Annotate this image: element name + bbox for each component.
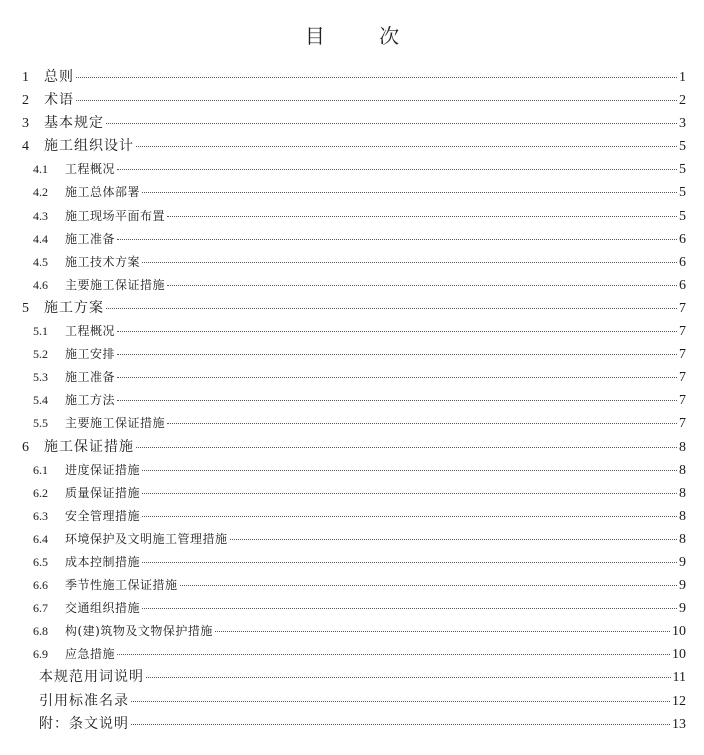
toc-entry-label: 施工技术方案: [65, 254, 141, 269]
toc-entry-section[interactable]: [0, 158, 704, 181]
toc-entry-section[interactable]: [0, 343, 704, 366]
toc-entry-number: 5: [22, 300, 29, 316]
toc-entry-page-number: 1: [679, 70, 686, 85]
toc-entry-number: 5.1: [33, 324, 48, 339]
dot-leader: [180, 585, 677, 586]
toc-entry-page-number: 5: [679, 208, 686, 224]
toc-entry-chapter[interactable]: [0, 89, 704, 112]
toc-entry-label: 引用标准名录: [39, 692, 129, 709]
toc-entry-section[interactable]: [0, 320, 704, 343]
toc-entry-label: 应急措施: [65, 647, 116, 662]
dot-leader: [117, 169, 677, 170]
toc-entry-section[interactable]: [0, 181, 704, 204]
toc-entry-section[interactable]: [0, 643, 704, 666]
toc-entry-appendix[interactable]: [0, 690, 704, 713]
toc-entry-label: 安全管理措施: [65, 508, 141, 523]
toc-entry-section[interactable]: [0, 251, 704, 274]
toc-entry-number: 4.6: [33, 277, 48, 292]
dot-leader: [215, 631, 670, 632]
toc-entry-label: 构(建)筑物及文物保护措施: [65, 624, 213, 639]
toc-entry-page-number: 5: [679, 162, 686, 178]
toc-entry-page-number: 7: [679, 324, 686, 340]
toc-entry-number: 6.7: [33, 601, 48, 616]
toc-entry-section[interactable]: [0, 228, 704, 251]
toc-entry-number: 6.5: [33, 554, 48, 569]
toc-entry-page-number: 10: [672, 647, 686, 663]
dot-leader: [146, 677, 671, 678]
dot-leader: [230, 539, 677, 540]
dot-leader: [142, 470, 677, 471]
toc-entry-number: 5.3: [33, 370, 48, 385]
toc-entry-page-number: 5: [679, 185, 686, 201]
toc-entry-page-number: 7: [679, 370, 686, 386]
toc-entry-label: 施工方案: [44, 299, 104, 316]
toc-title: 目 次: [304, 24, 424, 48]
toc-entry-section[interactable]: [0, 574, 704, 597]
toc-entry-section[interactable]: [0, 620, 704, 643]
dot-leader: [142, 562, 677, 563]
toc-entry-section[interactable]: [0, 505, 704, 528]
toc-entry-number: 6.9: [33, 647, 48, 662]
toc-entry-label: 施工保证措施: [44, 438, 134, 455]
dot-leader: [106, 308, 677, 309]
toc-entry-label: 施工方法: [65, 393, 116, 408]
toc-entry-label: 环境保护及文明施工管理措施: [65, 531, 228, 546]
dot-leader: [167, 285, 677, 286]
toc-entry-page-number: 7: [679, 416, 686, 432]
dot-leader: [136, 146, 677, 147]
toc-entry-label: 施工准备: [65, 231, 116, 246]
dot-leader: [117, 654, 670, 655]
toc-entry-label: 术语: [44, 92, 74, 109]
toc-entry-section[interactable]: [0, 389, 704, 412]
toc-entry-page-number: 13: [672, 716, 686, 732]
dot-leader: [142, 608, 677, 609]
toc-entry-label: 工程概况: [65, 162, 116, 177]
toc-entry-chapter[interactable]: [0, 112, 704, 135]
dot-leader: [142, 493, 677, 494]
toc-entry-number: 2: [22, 93, 29, 109]
toc-entry-section[interactable]: [0, 459, 704, 482]
toc-entry-number: 4.3: [33, 208, 48, 223]
toc-entry-label: 进度保证措施: [65, 462, 141, 477]
toc-entry-number: 4.1: [33, 162, 48, 177]
toc-entry-chapter[interactable]: [0, 297, 704, 320]
toc-entry-label: 交通组织措施: [65, 601, 141, 616]
toc-entry-number: 6.8: [33, 624, 48, 639]
toc-entry-label: 主要施工保证措施: [65, 416, 166, 431]
toc-entry-page-number: 9: [679, 578, 686, 594]
toc-entry-section[interactable]: [0, 412, 704, 435]
toc-entry-number: 6.4: [33, 531, 48, 546]
toc-entry-label: 总则: [44, 69, 74, 85]
toc-entry-label: 主要施工保证措施: [65, 277, 166, 292]
toc-entry-appendix[interactable]: [0, 666, 704, 689]
toc-entry-page-number: 8: [679, 508, 686, 524]
toc-entry-chapter[interactable]: [0, 436, 704, 459]
toc-entry-label: 成本控制措施: [65, 554, 141, 569]
toc-entry-page-number: 7: [679, 347, 686, 363]
toc-entry-appendix[interactable]: [0, 713, 704, 736]
dot-leader: [106, 123, 677, 124]
toc-entry-page-number: 7: [679, 393, 686, 409]
toc-entry-page-number: 6: [679, 254, 686, 270]
dot-leader: [117, 377, 677, 378]
toc-entry-section[interactable]: [0, 274, 704, 297]
toc-entry-page-number: 3: [679, 116, 686, 132]
toc-entry-number: 4.4: [33, 231, 48, 246]
toc-entry-label: 施工准备: [65, 370, 116, 385]
toc-entry-number: 6.3: [33, 508, 48, 523]
toc-entry-label: 工程概况: [65, 324, 116, 339]
toc-entry-number: 4: [22, 139, 29, 155]
toc-entry-section[interactable]: [0, 528, 704, 551]
dot-leader: [117, 239, 677, 240]
toc-entry-page-number: 9: [679, 554, 686, 570]
toc-entry-label: 施工总体部署: [65, 185, 141, 200]
dot-leader: [117, 354, 677, 355]
toc-entry-page-number: 5: [679, 139, 686, 155]
toc-entry-number: 5.5: [33, 416, 48, 431]
dot-leader: [117, 400, 677, 401]
dot-leader: [117, 331, 677, 332]
toc-entry-number: 1: [22, 70, 29, 85]
toc-list: [0, 66, 704, 736]
dot-leader: [142, 192, 677, 193]
toc-entry-number: 5.2: [33, 347, 48, 362]
toc-entry-number: 4.2: [33, 185, 48, 200]
toc-entry-page-number: 8: [679, 462, 686, 478]
toc-entry-page-number: 11: [672, 670, 686, 686]
toc-entry-page-number: 6: [679, 231, 686, 247]
toc-entry-number: 6: [22, 439, 29, 455]
toc-entry-page-number: 8: [679, 531, 686, 547]
dot-leader: [131, 701, 670, 702]
toc-entry-label: 施工现场平面布置: [65, 208, 166, 223]
toc-entry-page-number: 10: [672, 624, 686, 640]
toc-entry-section[interactable]: [0, 482, 704, 505]
toc-entry-label: 季节性施工保证措施: [65, 578, 178, 593]
toc-entry-chapter[interactable]: [0, 66, 704, 89]
toc-entry-page-number: 7: [679, 300, 686, 316]
toc-entry-page-number: 12: [672, 693, 686, 709]
dot-leader: [76, 77, 677, 78]
dot-leader: [131, 724, 670, 725]
toc-entry-label: 质量保证措施: [65, 485, 141, 500]
toc-entry-label: 本规范用词说明: [39, 669, 144, 686]
toc-entry-number: 6.2: [33, 485, 48, 500]
toc-entry-chapter[interactable]: [0, 135, 704, 158]
toc-entry-number: 6.6: [33, 578, 48, 593]
toc-entry-page-number: 8: [679, 439, 686, 455]
dot-leader: [136, 447, 677, 448]
toc-entry-number: 5.4: [33, 393, 48, 408]
toc-entry-number: 3: [22, 116, 29, 132]
dot-leader: [142, 516, 677, 517]
toc-entry-number: 4.5: [33, 254, 48, 269]
toc-entry-section[interactable]: [0, 597, 704, 620]
toc-entry-page-number: 2: [679, 93, 686, 109]
dot-leader: [76, 100, 677, 101]
dot-leader: [142, 262, 677, 263]
toc-entry-number: 6.1: [33, 462, 48, 477]
toc-entry-label: 基本规定: [44, 115, 104, 132]
toc-entry-section[interactable]: [0, 366, 704, 389]
toc-entry-section[interactable]: [0, 205, 704, 228]
toc-entry-section[interactable]: [0, 551, 704, 574]
toc-entry-page-number: 8: [679, 485, 686, 501]
dot-leader: [167, 423, 677, 424]
toc-entry-label: 施工组织设计: [44, 138, 134, 155]
dot-leader: [167, 216, 677, 217]
toc-entry-label: 附：条文说明: [39, 715, 129, 732]
toc-entry-label: 施工安排: [65, 347, 116, 362]
toc-entry-page-number: 6: [679, 277, 686, 293]
toc-entry-page-number: 9: [679, 601, 686, 617]
